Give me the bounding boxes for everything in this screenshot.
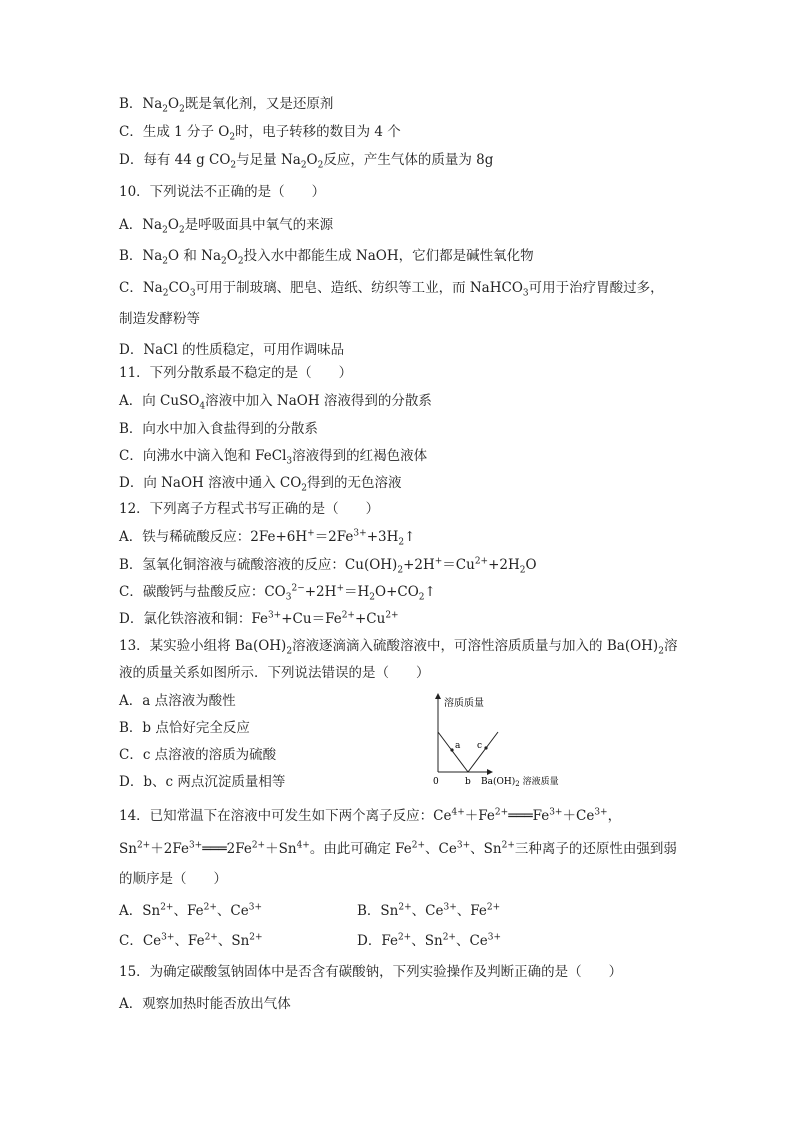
solute-mass-graph (428, 692, 578, 792)
point-c-label: c (477, 741, 483, 751)
x-axis-label: $Ba(OH)_2$ 溶液质量 (481, 777, 559, 788)
q13-option-d: D．b、c 两点沉淀质量相等 (119, 774, 286, 790)
q14-stem-line2: $Sn^{2+}+2Fe^{3+}═══2Fe^{2+}+Sn^{4+}$。由此可确定 $Fe^{2+}$、$Ce^{3+}$、$Sn^{2+}$三种离子的还原性由强到弱 (119, 840, 677, 857)
point-a-marker (450, 748, 453, 751)
q12-option-c: C．碳酸钙与盐酸反应：$CO_3^{2-}+2H^+=H_2O+CO_2↑$ (119, 583, 436, 603)
q10-stem: 10．下列说法不正确的是（ ） (119, 184, 326, 200)
q13-option-c: C．c 点溶液的溶质为硫酸 (119, 747, 277, 763)
q11-option-d: D．向 NaOH 溶液中通入 $CO_2$得到的无色溶液 (119, 475, 402, 494)
q15-stem: 15．为确定碳酸氢钠固体中是否含有碳酸钠，下列实验操作及判断正确的是（ ） (119, 964, 623, 980)
q10-option-d: D．NaCl 的性质稳定，可用作调味品 (119, 342, 345, 358)
q10-option-b: B．$Na_2O$ 和 $Na_2O_2$投入水中都能生成 NaOH，它们都是碱性氧化物 (119, 248, 534, 267)
q14-option-b: B．$Sn^{2+}$、$Ce^{3+}$、$Fe^{2+}$ (357, 902, 501, 919)
q9-option-b: B．$Na_2O_2$既是氧化剂，又是还原剂 (119, 96, 334, 115)
q9-option-c: C．生成 1 分子 $O_2$时，电子转移的数目为 4 个 (119, 124, 401, 143)
q13-stem-line2: 液的质量关系如图所示．下列说法错误的是（ ） (119, 665, 430, 681)
q11-stem: 11．下列分散系最不稳定的是（ ） (119, 365, 353, 381)
origin-label: 0 (433, 777, 439, 787)
q13-option-b: B．b 点恰好完全反应 (119, 720, 250, 736)
y-axis-label: 溶质质量 (444, 698, 484, 709)
q12-option-d: D．氯化铁溶液和铜：$Fe^{3+}+Cu=Fe^{2+}+Cu^{2+}$ (119, 610, 399, 627)
q12-option-b: B．氢氧化铜溶液与硫酸溶液的反应：$Cu(OH)_2+2H^+=Cu^{2+}+2H_2O$ (119, 556, 537, 576)
point-b-label: b (465, 777, 471, 787)
ascending-curve (468, 732, 498, 772)
descending-curve (438, 732, 468, 772)
q10-option-a: A．$Na_2O_2$是呼吸面具中氧气的来源 (119, 217, 334, 236)
q15-option-a: A．观察加热时能否放出气体 (119, 996, 291, 1012)
q11-option-a: A．向 CuSO$_4$溶液中加入 NaOH 溶液得到的分散系 (119, 393, 432, 412)
q14-option-a: A．$Sn^{2+}$、$Fe^{2+}$、$Ce^{3+}$ (119, 902, 262, 919)
q9-option-d: D．每有 44 g $CO_2$与足量 $Na_2O_2$反应，产生气体的质量为 8g (119, 152, 494, 171)
q11-option-c: C．向沸水中滴入饱和 FeCl$_3$溶液得到的红褐色液体 (119, 448, 428, 467)
q14-stem-line1: 14．已知常温下在溶液中可发生如下两个离子反应：$Ce^{4+}+Fe^{2+}═══Fe^{3+}+Ce^{3+}$， (119, 807, 622, 824)
q12-stem: 12．下列离子方程式书写正确的是（ ） (119, 501, 380, 517)
q13-option-a: A．a 点溶液为酸性 (119, 693, 236, 709)
q10-option-c-continued: 制造发酵粉等 (119, 311, 200, 327)
q14-option-d: D．$Fe^{2+}$、$Sn^{2+}$、$Ce^{3+}$ (357, 932, 502, 949)
q14-option-c: C．$Ce^{3+}$、$Fe^{2+}$、$Sn^{2+}$ (119, 932, 263, 949)
q10-option-c: C．$Na_2CO_3$可用于制玻璃、肥皂、造纸、纺织等工业，而 NaHCO$_3$可用于治疗胃酸过多， (119, 280, 664, 299)
q13-stem-line1: 13．某实验小组将 $Ba(OH)_2$溶液逐滴滴入硫酸溶液中，可溶性溶质质量与加入的 $Ba(OH)_2$溶 (119, 638, 678, 657)
point-c-marker (484, 746, 487, 749)
point-a-label: a (455, 741, 461, 751)
q12-option-a: A．铁与稀硫酸反应：$2Fe+6H^+=2Fe^{3+}+3H_2↑$ (119, 528, 416, 548)
q14-stem-line3: 的顺序是（ ） (119, 871, 227, 887)
q11-option-b: B．向水中加入食盐得到的分散系 (119, 421, 318, 437)
